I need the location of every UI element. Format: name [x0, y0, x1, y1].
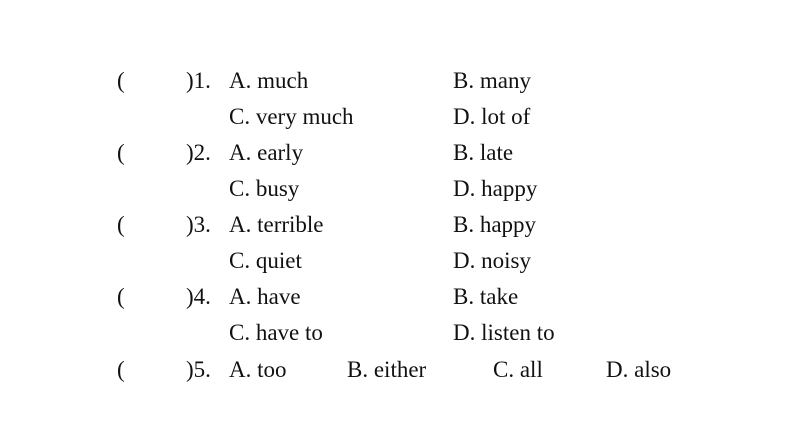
question-number: )3.: [186, 212, 211, 237]
option-c: C. very much: [229, 104, 354, 129]
option-c: C. quiet: [229, 248, 302, 273]
option-a: A. terrible: [229, 212, 324, 237]
answer-bracket-open: (: [117, 284, 125, 309]
question-number: )2.: [186, 140, 211, 165]
option-d: D. listen to: [453, 320, 555, 345]
question-number: )4.: [186, 284, 211, 309]
option-c: C. have to: [229, 320, 323, 345]
option-d: D. also: [606, 357, 672, 382]
answer-bracket-open: (: [117, 212, 125, 237]
answer-bracket-open: (: [117, 68, 125, 93]
option-c: C. all: [493, 357, 543, 382]
option-d: D. noisy: [453, 248, 531, 273]
option-b: B. take: [453, 284, 519, 309]
option-b: B. happy: [453, 212, 537, 237]
question-number: )1.: [186, 68, 211, 93]
option-a: A. have: [229, 284, 301, 309]
answer-bracket-open: (: [117, 357, 125, 382]
option-c: C. busy: [229, 176, 300, 201]
option-d: D. happy: [453, 176, 538, 201]
answer-bracket-open: (: [117, 140, 125, 165]
option-a: A. much: [229, 68, 309, 93]
option-a: A. too: [229, 357, 287, 382]
option-b: B. many: [453, 68, 531, 93]
question-number: )5.: [186, 357, 211, 382]
option-a: A. early: [229, 140, 304, 165]
option-b: B. late: [453, 140, 514, 165]
option-d: D. lot of: [453, 104, 531, 129]
option-b: B. either: [347, 357, 427, 382]
